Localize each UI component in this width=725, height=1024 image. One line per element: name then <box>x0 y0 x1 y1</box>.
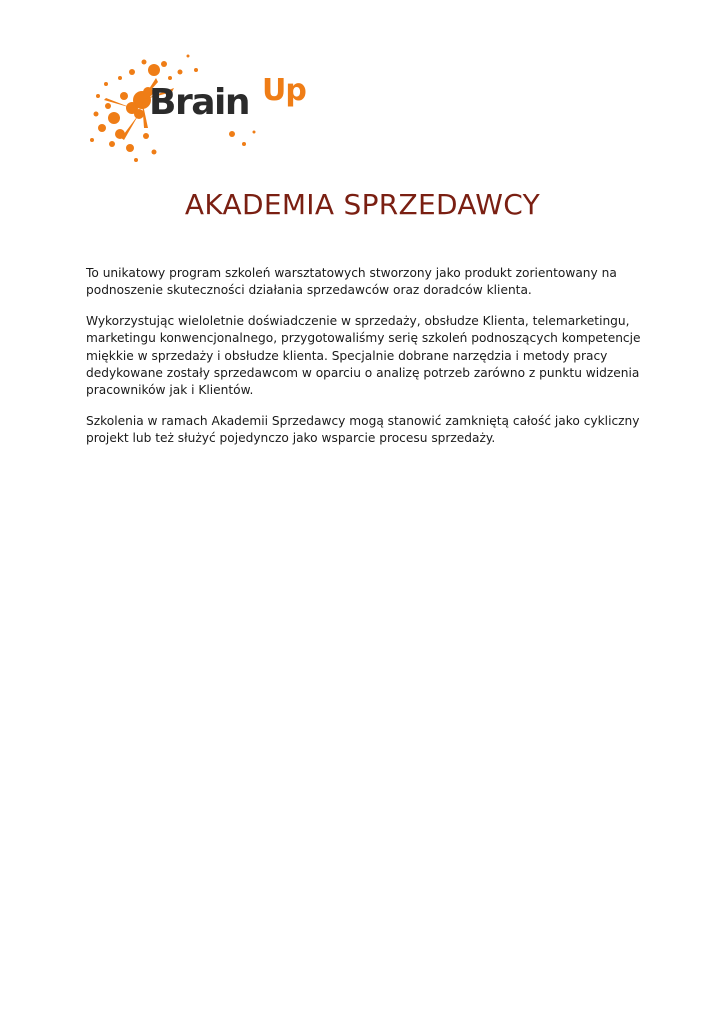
document-body <box>86 265 646 461</box>
logo-brain-text: Brain <box>149 82 249 123</box>
page-title: AKADEMIA SPRZEDAWCY <box>184 188 541 221</box>
brainup-logo <box>84 48 324 168</box>
paragraph-format: Szkolenia w ramach Akademii Sprzedawcy mogą stanowić zamkniętą całość jako cykliczny projekt lub też służyć pojedynczo jako wsparcie procesu sprzedaży. <box>86 413 640 446</box>
logo-up-text: Up <box>262 73 306 108</box>
paragraph-intro: To unikatowy program szkoleń warsztatowych stworzony jako produkt zorientowany na podnoszenie skuteczności działania sprzedawców oraz doradców klienta. <box>86 266 617 298</box>
paragraph-experience: Wykorzystując wieloletnie doświadczenie w sprzedaży, obsłudze Klienta, telemarketingu, marketingu konwencjonalnego, przygotowaliśmy serię szkoleń podnoszących kompetencje miękkie w sprzedaży i obsłudze klienta. Specjalnie dobrane narzędzia i metody pracy dedykowane zostały sprzedawcom w oparciu o analizę potrzeb zarówno z punktu widzenia pracowników jak i Klientów. <box>86 313 641 398</box>
